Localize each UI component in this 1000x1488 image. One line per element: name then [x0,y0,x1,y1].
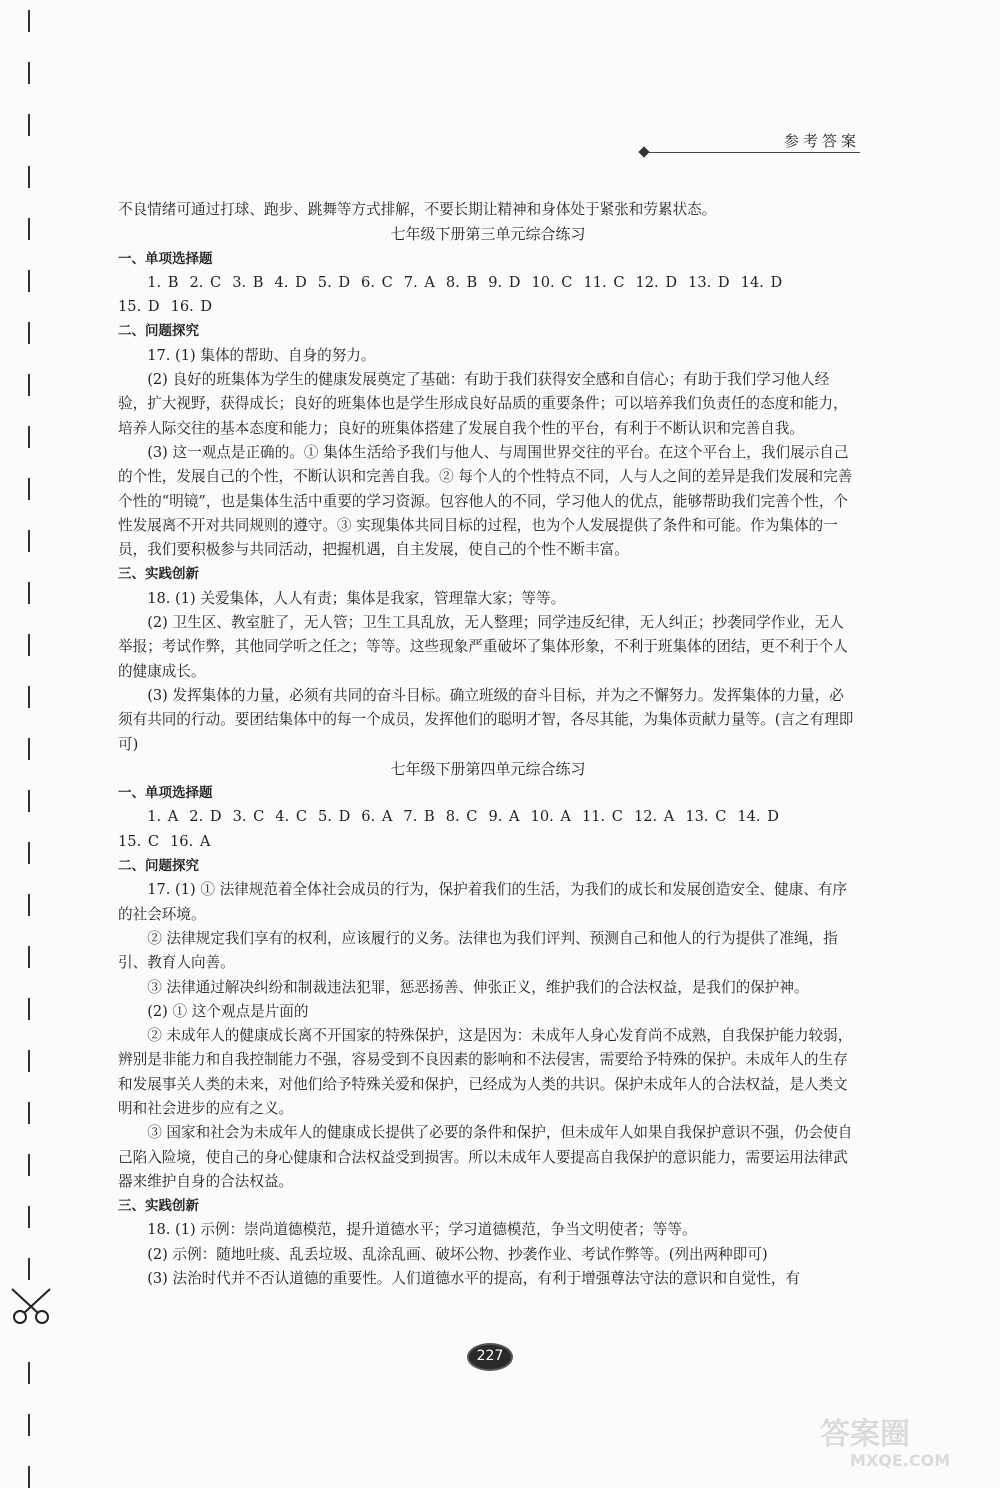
choice-answer: 13. D [688,273,730,291]
choice-answer: 12. D [635,273,678,291]
cut-dash [28,1362,30,1384]
cut-dash [28,1466,30,1488]
cut-dash [28,530,30,552]
choice-answer: 6. C [361,273,393,291]
cut-dash [28,1050,30,1072]
cut-dash [28,478,30,500]
answer-paragraph: (2) 卫生区、教室脏了，无人管；卫生工具乱放，无人整理；同学违反纪律，无人纠正；抄袭同学作业，无人举报；考试作弊，其他同学听之任之；等等。这些现象严重破坏了集体形象，不利于班集体的团结，更不利于个人的健康成长。 [118,614,848,680]
section-heading: 三、实践创新 [118,1198,199,1215]
choice-answer: 12. A [633,808,675,826]
answer-paragraph: 17. (1) ① 法律规范着全体社会成员的行为，保护着我们的生活，为我们的成长和发展创造安全、健康、有序的社会环境。 [118,881,848,923]
choice-answer: 15. D [118,298,160,316]
cut-dash [28,998,30,1020]
page-number-text: 227 [476,1348,504,1364]
cut-dash [28,426,30,448]
choice-answer: 4. C [275,808,308,826]
choice-answer: 10. C [531,273,573,291]
section-heading: 二、问题探究 [118,323,199,340]
unit-title: 七年级下册第四单元综合练习 [390,759,586,778]
cut-dash [28,946,30,968]
header-rule [648,152,860,153]
answer-paragraph: 不良情绪可通过打球、跑步、跳舞等方式排解，不要长期让精神和身体处于紧张和劳累状态。 [118,201,717,218]
section-heading: 一、单项选择题 [118,250,213,267]
cut-dash [28,790,30,812]
cut-dash [28,894,30,916]
choice-answer: 2. C [189,273,222,291]
choice-answer: 3. B [232,273,264,291]
watermark-text: 答案圈 [820,1417,910,1452]
page-number [467,1343,515,1373]
section-heading: 三、实践创新 [118,566,199,583]
choice-answer: 6. A [361,808,393,826]
answer-paragraph: 18. (1) 示例：崇尚道德模范，提升道德水平；学习道德模范，争当文明使者；等等。 [147,1221,697,1239]
choice-answer: 5. D [317,273,351,291]
cut-dash [28,1102,30,1124]
answer-paragraph: 18. (1) 关爱集体，人人有责；集体是我家，管理靠大家；等等。 [147,589,566,607]
answer-paragraph: ③ 国家和社会为未成年人的健康成长提供了必要的条件和保护，但未成年人如果自我保护意识不强，仍会使自己陷入险境，使自己的身心健康和合法权益受到损害。所以未成年人要提高自我保护的意识能力，需要运用法律武器来维护自身的合法权益。 [118,1124,853,1190]
choice-answer: 16. D [170,298,213,316]
cut-dash [28,738,30,760]
cut-dash [28,582,30,604]
choice-answers [118,805,858,829]
choice-answers [118,271,858,295]
choice-answer: 11. C [581,808,623,826]
cut-dash [28,10,30,32]
answer-paragraph: ② 法律规定我们享有的权利，应该履行的义务。法律也为我们评判、预测自己和他人的行为提供了准绳，指引、教育人向善。 [118,929,838,972]
answer-paragraph: (3) 这一观点是正确的。① 集体生活给予我们与他人、与周围世界交往的平台。在这个平台上，我们展示自己的个性，发展自己的个性，不断认识和完善自我。② 每个人的个性特点不同，人与人之间的差异是我们发展和完善个性的“明镜”，也是集体生活中重要的学习资源。包容他人的不同，学习他人的优点，能够帮助我们完善个性，个性发展离不开对共同规则的遵守。③ 实现集体共同目标的过程，也为个人发展提供了条件和可能。作为集体的一员，我们要积极参与共同活动，把握机遇，自主发展，使自己的个性不断丰富。 [118,443,853,559]
choice-answers [118,830,858,854]
choice-answer: 1. B [147,273,179,291]
choice-answer: 5. D [318,808,351,826]
answer-paragraph: (3) 法治时代并不否认道德的重要性。人们道德水平的提高，有利于增强尊法守法的意识和自觉性，有 [147,1270,801,1288]
choice-answer: 13. C [685,808,727,826]
answer-paragraph: ② 未成年人的健康成长离不开国家的特殊保护，这是因为：未成年人身心发育尚不成熟，自我保护能力较弱，辨别是非能力和自我控制能力不强，容易受到不良因素的影响和不法侵害，需要给予特殊的保护。未成年人的生存和发展事关人类的未来，对他们给予特殊关爱和保护，已经成为人类的共识。保护未成年人的合法权益，是人类文明和社会进步的应有之义。 [118,1027,853,1117]
cut-dash [28,634,30,656]
cut-dash [28,62,30,84]
answer-paragraph: (2) 示例：随地吐痰、乱丢垃圾、乱涂乱画、破坏公物、抄袭作业、考试作弊等。(列出两种即可) [147,1245,768,1263]
cut-dash [28,686,30,708]
section-heading: 一、单项选择题 [118,785,213,802]
cut-dash [28,114,30,136]
choice-answer: 9. A [488,808,520,826]
choice-answers [118,295,858,319]
choice-answer: 8. B [445,273,478,291]
answer-paragraph: (2) ① 这个观点是片面的 [147,1002,309,1020]
header-title: 参考答案 [783,132,860,150]
unit-title: 七年级下册第三单元综合练习 [390,225,586,244]
answer-content [118,198,858,1291]
choice-answer: 2. D [189,808,222,826]
cut-dash [28,1258,30,1280]
watermark-logo [810,1410,995,1470]
choice-answer: 7. B [403,808,435,826]
cut-dash [28,1206,30,1228]
choice-answer: 15. C [118,832,160,850]
choice-answer: 16. A [170,832,211,850]
cut-dash [28,322,30,344]
answer-paragraph: ③ 法律通过解决纠纷和制裁违法犯罪，惩恶扬善、伸张正义，维护我们的合法权益，是我们的保护神。 [147,978,809,996]
choice-answer: 8. C [445,808,478,826]
choice-answer: 9. D [488,273,521,291]
choice-answer: 11. C [583,273,625,291]
choice-answer: 14. D [737,808,779,826]
answer-paragraph: (3) 发挥集体的力量，必须有共同的奋斗目标。确立班级的奋斗目标，并为之不懈努力。发挥集体的力量，必须有共同的行动。要团结集体中的每一个成员，发挥他们的聪明才智，各尽其能，为集体贡献力量等。(言之有理即可) [118,686,854,753]
choice-answer: 3. C [232,808,265,826]
scissors-icon [8,1285,54,1325]
watermark-sub: MXQE.COM [850,1451,951,1470]
cut-dash [28,374,30,396]
choice-answer: 1. A [147,808,179,826]
cut-dash [28,1414,30,1436]
answer-paragraph: (2) 良好的班集体为学生的健康发展奠定了基础：有助于我们获得安全感和自信心；有助于我们学习他人经验，扩大视野，获得成长；良好的班集体也是学生形成良好品质的重要条件；可以培养我们负责任的态度和能力，培养人际交往的基本态度和能力；良好的班集体搭建了发展自我个性的平台，有利于不断认识和完善自我。 [118,371,848,437]
choice-answer: 14. D [740,273,783,291]
cut-dash [28,166,30,188]
answer-paragraph: 17. (1) 集体的帮助、自身的努力。 [147,346,376,364]
choice-answer: 7. A [403,273,435,291]
choice-answer: 10. A [530,808,571,826]
section-heading: 二、问题探究 [118,858,199,875]
cut-dash [28,1154,30,1176]
page-header [640,130,860,160]
cut-line [28,0,32,1475]
cut-dash [28,218,30,240]
cut-dash [28,842,30,864]
cut-dash [28,270,30,292]
choice-answer: 4. D [274,273,307,291]
